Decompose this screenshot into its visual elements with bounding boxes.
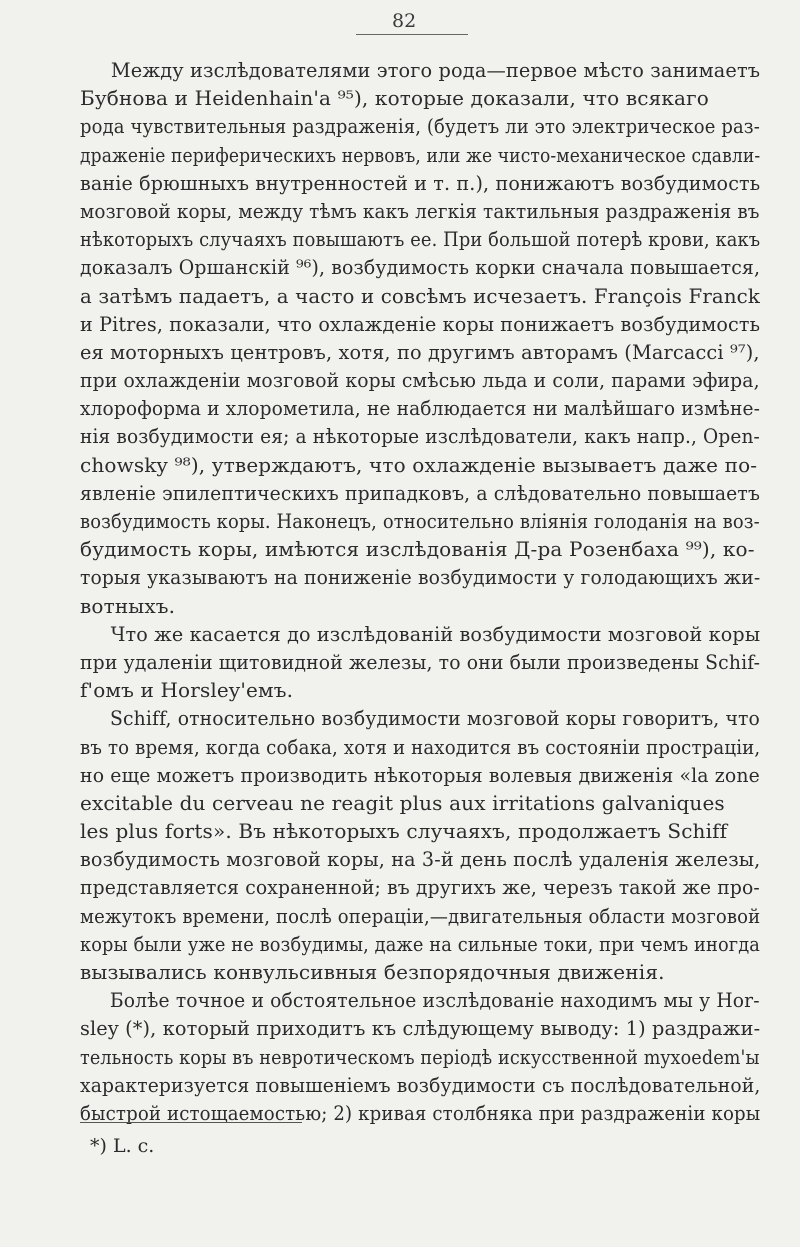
text-line: доказалъ Оршанскій ⁹⁶), возбудимость корки сначала повышается, (80, 255, 761, 280)
text-line: межутокъ времени, послѣ операціи,—двигательныя области мозговой (80, 903, 761, 928)
text-line: Schiff, относительно возбудимости мозговой коры говоритъ, что (110, 706, 760, 731)
text-line: при удаленіи щитовидной железы, то они были произведены Schif- (80, 649, 761, 674)
text-line: нія возбудимости ея; а нѣкоторые изслѣдователи, какъ напр., Open- (80, 424, 760, 449)
footnote: *) L. c. (90, 1135, 155, 1157)
body-text (80, 56, 760, 1127)
text-line: Между изслѣдователями этого рода—первое мѣсто занимаетъ (110, 58, 761, 82)
text-line: Что же касается до изслѣдованій возбудимости мозговой коры (110, 621, 761, 646)
text-line: Болѣе точное и обстоятельное изслѣдованіе находимъ мы у Hor- (109, 988, 760, 1013)
text-line: коры были уже не возбудимы, даже на сильные токи, при чемъ иногда (80, 931, 761, 956)
text-line: представляется сохраненной; въ другихъ же, черезъ такой же про- (80, 875, 760, 900)
text-line: нѣкоторыхъ случаяхъ повышаютъ ее. При большой потерѣ крови, какъ (80, 227, 761, 252)
text-line: явленіе эпилептическихъ припадковъ, а слѣдовательно повышаетъ (80, 480, 761, 505)
text-line: будимость коры, имѣются изслѣдованія Д-ра Розенбаха ⁹⁹), ко- (80, 537, 755, 562)
text-line: хлороформа и хлорометила, не наблюдается ни малѣйшаго измѣне- (80, 396, 761, 421)
text-line: и Pitres, показали, что охлажденіе коры понижаетъ возбудимость (80, 311, 761, 336)
header-rule (356, 34, 468, 35)
text-line: ваніе брюшныхъ внутренностей и т. п.), понижаютъ возбудимость (80, 170, 761, 195)
text-line: быстрой истощаемостью; 2) кривая столбняка при раздраженіи коры (80, 1100, 761, 1125)
text-line: тельность коры въ невротическомъ періодѣ искусственной myxoedem'ы (80, 1044, 760, 1069)
text-line: при охлажденіи мозговой коры смѣсью льда и соли, парами эфира, (80, 368, 760, 393)
text-line: но еще можетъ производить нѣкоторыя волевыя движенія «la zone (80, 762, 760, 787)
text-line: возбудимость коры. Наконецъ, относительно вліянія голоданія на воз- (80, 509, 760, 533)
text-line: Бубнова и Heidenhain'a ⁹⁵), которые доказали, что всякаго (80, 86, 709, 111)
text-line: мозговой коры, между тѣмъ какъ легкія тактильныя раздраженія въ (80, 198, 760, 223)
text-line: ея моторныхъ центровъ, хотя, по другимъ авторамъ (Marcacci ⁹⁷), (80, 339, 760, 364)
text-line: рода чувствительныя раздраженія, (будетъ ли это электрическое раз- (80, 114, 760, 139)
text-line: а затѣмъ падаетъ, а часто и совсѣмъ исчезаетъ. François Franck (80, 283, 761, 308)
page-number: 82 (392, 10, 417, 32)
text-line: f'омъ и Horsley'емъ. (80, 678, 294, 703)
footnote-rule (80, 1122, 302, 1123)
text-line: les plus forts». Въ нѣкоторыхъ случаяхъ, продолжаетъ Schiff (80, 819, 728, 844)
text-line: вызывались конвульсивныя безпорядочныя движенія. (80, 960, 665, 984)
text-line: торыя указываютъ на пониженіе возбудимости у голодающихъ жи- (80, 565, 761, 590)
text-line: драженіе периферическихъ нервовъ, или же чисто-механическое сдавли- (80, 142, 761, 167)
text-line: въ то время, когда собака, хотя и находится въ состояніи прострацiи, (80, 734, 761, 759)
text-line: вотныхъ. (80, 593, 176, 618)
text-line: возбудимость мозговой коры, на 3-й день послѣ удаленія железы, (80, 847, 761, 872)
text-line: excitable du cerveau ne reagit plus aux irritations galvaniques (80, 790, 725, 815)
text-line: характеризуется повышеніемъ возбудимости съ послѣдовательной, (80, 1072, 761, 1097)
text-line: chowsky ⁹⁸), утверждаютъ, что охлажденіе вызываетъ даже по- (80, 452, 758, 477)
text-line: sley (*), который приходитъ къ слѣдующему выводу: 1) раздражи- (80, 1016, 761, 1041)
